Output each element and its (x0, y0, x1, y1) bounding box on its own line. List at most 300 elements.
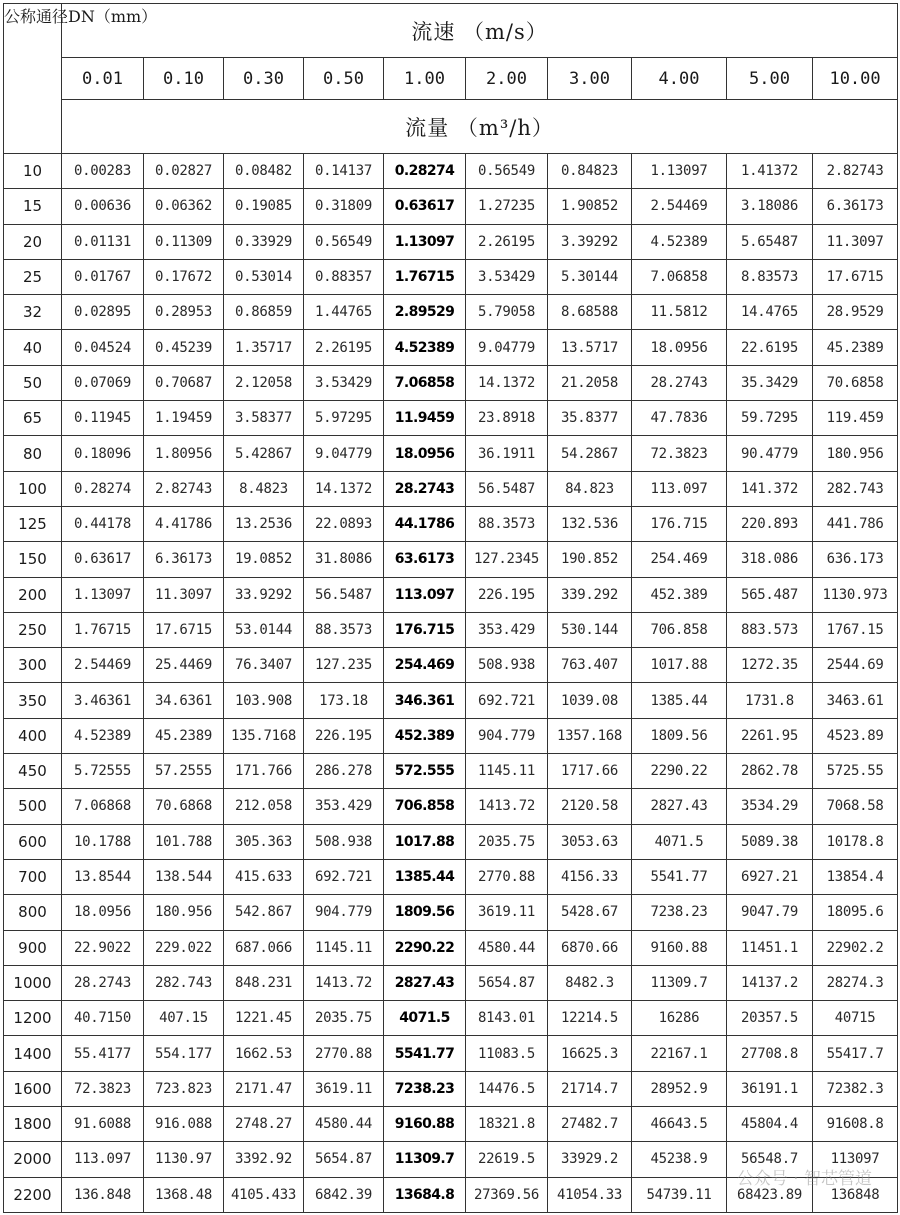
dn-cell: 900 (4, 930, 62, 965)
table-row (4, 471, 898, 506)
flow-value-cell: 4.52389 (62, 718, 144, 753)
flow-value-cell: 9160.88 (632, 930, 727, 965)
flow-value-cell: 70.6868 (144, 789, 224, 824)
flow-value-cell: 5.30144 (548, 259, 632, 294)
flow-value-cell: 1731.8 (727, 683, 813, 718)
flow-value-cell: 4580.44 (304, 1107, 384, 1142)
flow-value-cell: 13854.4 (813, 859, 898, 894)
flow-value-cell: 4071.5 (632, 824, 727, 859)
flow-value-cell: 2748.27 (224, 1107, 304, 1142)
flow-value-cell: 7.06858 (384, 365, 466, 400)
flow-value-cell: 176.715 (632, 506, 727, 541)
flow-value-cell: 28.2743 (632, 365, 727, 400)
flow-value-cell: 53.0144 (224, 612, 304, 647)
flow-value-cell: 1145.11 (304, 930, 384, 965)
flow-value-cell: 1.35717 (224, 330, 304, 365)
flow-value-cell: 11.9459 (384, 401, 466, 436)
flow-value-cell: 441.786 (813, 506, 898, 541)
flow-value-cell: 3.53429 (304, 365, 384, 400)
flow-value-cell: 41054.33 (548, 1177, 632, 1212)
flow-value-cell: 5.42867 (224, 436, 304, 471)
flow-value-cell: 763.407 (548, 648, 632, 683)
flow-value-cell: 1385.44 (384, 859, 466, 894)
velocity-header: 10.00 (813, 58, 898, 100)
flow-value-cell: 508.938 (466, 648, 548, 683)
flow-value-cell: 10.1788 (62, 824, 144, 859)
flow-value-cell: 18.0956 (62, 895, 144, 930)
dn-cell: 700 (4, 859, 62, 894)
dn-cell: 350 (4, 683, 62, 718)
dn-header: 公称通径DN（mm） (4, 4, 62, 154)
flow-value-cell: 0.11309 (144, 224, 224, 259)
flow-value-cell: 0.56549 (304, 224, 384, 259)
flow-value-cell: 1717.66 (548, 754, 632, 789)
flow-value-cell: 318.086 (727, 542, 813, 577)
table-row (4, 965, 898, 1000)
flow-value-cell: 3.58377 (224, 401, 304, 436)
dn-cell: 80 (4, 436, 62, 471)
flow-value-cell: 13684.8 (384, 1177, 466, 1212)
flow-value-cell: 11451.1 (727, 930, 813, 965)
velocity-title: 流速 （m/s） (62, 4, 898, 58)
flow-value-cell: 91.6088 (62, 1107, 144, 1142)
dn-cell: 1000 (4, 965, 62, 1000)
flow-value-cell: 2261.95 (727, 718, 813, 753)
flow-value-cell: 16286 (632, 1001, 727, 1036)
table-header (4, 4, 898, 154)
flow-value-cell: 1.44765 (304, 295, 384, 330)
flow-value-cell: 138.544 (144, 859, 224, 894)
flow-value-cell: 0.00283 (62, 154, 144, 189)
flow-value-cell: 452.389 (632, 577, 727, 612)
flow-value-cell: 16625.3 (548, 1036, 632, 1071)
flow-value-cell: 28952.9 (632, 1071, 727, 1106)
velocity-header: 0.10 (144, 58, 224, 100)
watermark: 公众号 · 智芯管道 (736, 1169, 872, 1189)
flow-value-cell: 11.5812 (632, 295, 727, 330)
flow-value-cell: 4580.44 (466, 930, 548, 965)
flow-value-cell: 72.3823 (632, 436, 727, 471)
flow-value-cell: 7238.23 (384, 1071, 466, 1106)
flow-value-cell: 6927.21 (727, 859, 813, 894)
table-row (4, 895, 898, 930)
flow-value-cell: 4105.433 (224, 1177, 304, 1212)
flow-value-cell: 883.573 (727, 612, 813, 647)
flow-value-cell: 0.18096 (62, 436, 144, 471)
flow-value-cell: 904.779 (466, 718, 548, 753)
flow-value-cell: 4.52389 (384, 330, 466, 365)
flow-value-cell: 1385.44 (632, 683, 727, 718)
flow-value-cell: 13.2536 (224, 506, 304, 541)
flow-value-cell: 415.633 (224, 859, 304, 894)
flow-value-cell: 2544.69 (813, 648, 898, 683)
velocity-header: 3.00 (548, 58, 632, 100)
flow-value-cell: 0.06362 (144, 189, 224, 224)
flow-value-cell: 56548.7 (727, 1142, 813, 1177)
dn-cell: 800 (4, 895, 62, 930)
flow-value-cell: 0.11945 (62, 401, 144, 436)
flow-value-cell: 0.02827 (144, 154, 224, 189)
flow-value-cell: 21714.7 (548, 1071, 632, 1106)
flow-value-cell: 44.1786 (384, 506, 466, 541)
flow-value-cell: 2862.78 (727, 754, 813, 789)
flow-value-cell: 33929.2 (548, 1142, 632, 1177)
table-row (4, 1036, 898, 1071)
dn-cell: 125 (4, 506, 62, 541)
flow-value-cell: 2.82743 (813, 154, 898, 189)
dn-cell: 40 (4, 330, 62, 365)
dn-cell: 1600 (4, 1071, 62, 1106)
flow-value-cell: 91608.8 (813, 1107, 898, 1142)
flow-value-cell: 55417.7 (813, 1036, 898, 1071)
flow-value-cell: 5541.77 (632, 859, 727, 894)
table-row (4, 189, 898, 224)
table-row (4, 789, 898, 824)
flow-value-cell: 0.01767 (62, 259, 144, 294)
flow-value-cell: 45.2389 (813, 330, 898, 365)
flow-value-cell: 57.2555 (144, 754, 224, 789)
flow-value-cell: 0.56549 (466, 154, 548, 189)
velocity-row (4, 58, 898, 100)
flow-value-cell: 103.908 (224, 683, 304, 718)
flow-value-cell: 36.1911 (466, 436, 548, 471)
flow-value-cell: 9.04779 (466, 330, 548, 365)
flow-value-cell: 229.022 (144, 930, 224, 965)
flow-value-cell: 212.058 (224, 789, 304, 824)
dn-cell: 32 (4, 295, 62, 330)
flow-value-cell: 0.31809 (304, 189, 384, 224)
flow-value-cell: 706.858 (632, 612, 727, 647)
flow-value-cell: 3392.92 (224, 1142, 304, 1177)
flow-value-cell: 0.17672 (144, 259, 224, 294)
dn-cell: 20 (4, 224, 62, 259)
flow-value-cell: 3534.29 (727, 789, 813, 824)
flow-value-cell: 132.536 (548, 506, 632, 541)
flow-value-cell: 916.088 (144, 1107, 224, 1142)
flow-value-cell: 4.41786 (144, 506, 224, 541)
flow-value-cell: 127.235 (304, 648, 384, 683)
flow-value-cell: 1368.48 (144, 1177, 224, 1212)
flow-value-cell: 3619.11 (466, 895, 548, 930)
flow-value-cell: 2120.58 (548, 789, 632, 824)
dn-cell: 2000 (4, 1142, 62, 1177)
flow-value-cell: 40.7150 (62, 1001, 144, 1036)
flow-value-cell: 17.6715 (144, 612, 224, 647)
flow-value-cell: 687.066 (224, 930, 304, 965)
flow-value-cell: 5.97295 (304, 401, 384, 436)
flow-value-cell: 135.7168 (224, 718, 304, 753)
flow-value-cell: 17.6715 (813, 259, 898, 294)
flow-value-cell: 723.823 (144, 1071, 224, 1106)
flow-value-cell: 0.07069 (62, 365, 144, 400)
flow-value-cell: 6.36173 (813, 189, 898, 224)
dn-cell: 1400 (4, 1036, 62, 1071)
flow-value-cell: 22167.1 (632, 1036, 727, 1071)
flow-value-cell: 904.779 (304, 895, 384, 930)
flow-value-cell: 18.0956 (632, 330, 727, 365)
dn-cell: 450 (4, 754, 62, 789)
flow-value-cell: 346.361 (384, 683, 466, 718)
flow-value-cell: 1.13097 (632, 154, 727, 189)
flow-value-cell: 353.429 (466, 612, 548, 647)
flow-value-cell: 1357.168 (548, 718, 632, 753)
flow-value-cell: 1130.97 (144, 1142, 224, 1177)
flow-value-cell: 20357.5 (727, 1001, 813, 1036)
flow-value-cell: 1145.11 (466, 754, 548, 789)
flow-value-cell: 56.5487 (466, 471, 548, 506)
table-row (4, 330, 898, 365)
flow-title: 流量 （m³/h） (62, 100, 898, 154)
table-row (4, 754, 898, 789)
flow-value-cell: 8.68588 (548, 295, 632, 330)
flow-value-cell: 7238.23 (632, 895, 727, 930)
flow-value-cell: 254.469 (384, 648, 466, 683)
table-row (4, 1071, 898, 1106)
flow-value-cell: 692.721 (304, 859, 384, 894)
flow-value-cell: 36191.1 (727, 1071, 813, 1106)
dn-cell: 2200 (4, 1177, 62, 1212)
flow-value-cell: 113.097 (384, 577, 466, 612)
flow-value-cell: 0.01131 (62, 224, 144, 259)
flow-value-cell: 113.097 (62, 1142, 144, 1177)
flow-value-cell: 6.36173 (144, 542, 224, 577)
velocity-header: 0.01 (62, 58, 144, 100)
flow-value-cell: 22.0893 (304, 506, 384, 541)
flow-value-cell: 8.83573 (727, 259, 813, 294)
flow-value-cell: 2035.75 (304, 1001, 384, 1036)
flow-value-cell: 353.429 (304, 789, 384, 824)
flow-value-cell: 2035.75 (466, 824, 548, 859)
table-row (4, 259, 898, 294)
dn-cell: 250 (4, 612, 62, 647)
flow-value-cell: 0.04524 (62, 330, 144, 365)
flow-value-cell: 4156.33 (548, 859, 632, 894)
flow-value-cell: 18095.6 (813, 895, 898, 930)
flow-value-cell: 18321.8 (466, 1107, 548, 1142)
velocity-header: 0.50 (304, 58, 384, 100)
flow-value-cell: 45.2389 (144, 718, 224, 753)
flow-value-cell: 0.28274 (62, 471, 144, 506)
flow-value-cell: 565.487 (727, 577, 813, 612)
flow-value-cell: 113097 (813, 1142, 898, 1177)
flow-value-cell: 542.867 (224, 895, 304, 930)
flow-value-cell: 176.715 (384, 612, 466, 647)
flow-value-cell: 2827.43 (632, 789, 727, 824)
flow-value-cell: 14.1372 (466, 365, 548, 400)
flow-value-cell: 180.956 (144, 895, 224, 930)
table-row (4, 401, 898, 436)
flow-value-cell: 1017.88 (384, 824, 466, 859)
dn-cell: 500 (4, 789, 62, 824)
flow-value-cell: 1221.45 (224, 1001, 304, 1036)
flow-value-cell: 14.1372 (304, 471, 384, 506)
flow-value-cell: 3.18086 (727, 189, 813, 224)
flow-value-cell: 4071.5 (384, 1001, 466, 1036)
flow-value-cell: 11309.7 (384, 1142, 466, 1177)
flow-value-cell: 2.54469 (62, 648, 144, 683)
flow-value-cell: 3.53429 (466, 259, 548, 294)
flow-value-cell: 2171.47 (224, 1071, 304, 1106)
flow-value-cell: 1.90852 (548, 189, 632, 224)
flow-value-cell: 0.53014 (224, 259, 304, 294)
flow-value-cell: 9160.88 (384, 1107, 466, 1142)
flow-value-cell: 59.7295 (727, 401, 813, 436)
flow-value-cell: 1.80956 (144, 436, 224, 471)
flow-value-cell: 554.177 (144, 1036, 224, 1071)
flow-value-cell: 2.89529 (384, 295, 466, 330)
flow-value-cell: 0.45239 (144, 330, 224, 365)
flow-value-cell: 3053.63 (548, 824, 632, 859)
flow-value-cell: 11.3097 (144, 577, 224, 612)
table-row (4, 612, 898, 647)
table-row (4, 824, 898, 859)
flow-value-cell: 339.292 (548, 577, 632, 612)
flow-value-cell: 4.52389 (632, 224, 727, 259)
flow-value-cell: 2770.88 (304, 1036, 384, 1071)
velocity-header: 2.00 (466, 58, 548, 100)
flow-value-cell: 1.13097 (62, 577, 144, 612)
flow-value-cell: 0.33929 (224, 224, 304, 259)
flow-value-cell: 7.06858 (632, 259, 727, 294)
flow-value-cell: 1039.08 (548, 683, 632, 718)
flow-value-cell: 1017.88 (632, 648, 727, 683)
flow-value-cell: 27482.7 (548, 1107, 632, 1142)
dn-cell: 100 (4, 471, 62, 506)
flow-value-cell: 22619.5 (466, 1142, 548, 1177)
flow-value-cell: 113.097 (632, 471, 727, 506)
flow-value-cell: 14137.2 (727, 965, 813, 1000)
flow-rate-table (3, 3, 898, 1213)
table-row (4, 683, 898, 718)
flow-value-cell: 1.76715 (62, 612, 144, 647)
flow-value-cell: 33.9292 (224, 577, 304, 612)
flow-value-cell: 180.956 (813, 436, 898, 471)
flow-value-cell: 18.0956 (384, 436, 466, 471)
flow-value-cell: 1.13097 (384, 224, 466, 259)
dn-cell: 25 (4, 259, 62, 294)
flow-value-cell: 27369.56 (466, 1177, 548, 1212)
flow-value-cell: 282.743 (144, 965, 224, 1000)
table-row (4, 154, 898, 189)
flow-value-cell: 530.144 (548, 612, 632, 647)
flow-value-cell: 21.2058 (548, 365, 632, 400)
flow-value-cell: 8.4823 (224, 471, 304, 506)
dn-cell: 600 (4, 824, 62, 859)
flow-value-cell: 0.44178 (62, 506, 144, 541)
table-row (4, 1107, 898, 1142)
flow-value-cell: 31.8086 (304, 542, 384, 577)
flow-value-cell: 226.195 (466, 577, 548, 612)
flow-value-cell: 572.555 (384, 754, 466, 789)
flow-value-cell: 22902.2 (813, 930, 898, 965)
table-body (4, 154, 898, 1213)
flow-value-cell: 1809.56 (384, 895, 466, 930)
flow-value-cell: 5654.87 (466, 965, 548, 1000)
flow-value-cell: 7.06868 (62, 789, 144, 824)
flow-value-cell: 12214.5 (548, 1001, 632, 1036)
flow-value-cell: 63.6173 (384, 542, 466, 577)
flow-value-cell: 508.938 (304, 824, 384, 859)
flow-value-cell: 28.2743 (62, 965, 144, 1000)
flow-value-cell: 90.4779 (727, 436, 813, 471)
flow-value-cell: 0.63617 (62, 542, 144, 577)
flow-value-cell: 3.46361 (62, 683, 144, 718)
flow-value-cell: 68423.89 (727, 1177, 813, 1212)
flow-value-cell: 0.00636 (62, 189, 144, 224)
flow-value-cell: 173.18 (304, 683, 384, 718)
flow-value-cell: 1.27235 (466, 189, 548, 224)
flow-value-cell: 84.823 (548, 471, 632, 506)
table-row (4, 648, 898, 683)
flow-value-cell: 4523.89 (813, 718, 898, 753)
flow-value-cell: 2.82743 (144, 471, 224, 506)
flow-value-cell: 35.3429 (727, 365, 813, 400)
flow-value-cell: 0.70687 (144, 365, 224, 400)
flow-value-cell: 136.848 (62, 1177, 144, 1212)
velocity-header: 5.00 (727, 58, 813, 100)
dn-cell: 65 (4, 401, 62, 436)
table-row (4, 930, 898, 965)
flow-value-cell: 55.4177 (62, 1036, 144, 1071)
flow-value-cell: 5.79058 (466, 295, 548, 330)
flow-value-cell: 2.54469 (632, 189, 727, 224)
flow-value-cell: 8143.01 (466, 1001, 548, 1036)
table-row (4, 365, 898, 400)
flow-value-cell: 636.173 (813, 542, 898, 577)
flow-value-cell: 0.86859 (224, 295, 304, 330)
table-row (4, 718, 898, 753)
flow-value-cell: 35.8377 (548, 401, 632, 436)
flow-value-cell: 72.3823 (62, 1071, 144, 1106)
table-row (4, 1142, 898, 1177)
flow-value-cell: 5428.67 (548, 895, 632, 930)
flow-value-cell: 6842.39 (304, 1177, 384, 1212)
flow-value-cell: 1130.973 (813, 577, 898, 612)
flow-value-cell: 2827.43 (384, 965, 466, 1000)
flow-value-cell: 2770.88 (466, 859, 548, 894)
flow-value-cell: 70.6858 (813, 365, 898, 400)
flow-value-cell: 8482.3 (548, 965, 632, 1000)
dn-cell: 1200 (4, 1001, 62, 1036)
flow-value-cell: 28274.3 (813, 965, 898, 1000)
flow-value-cell: 72382.3 (813, 1071, 898, 1106)
flow-value-cell: 190.852 (548, 542, 632, 577)
flow-value-cell: 2290.22 (632, 754, 727, 789)
dn-cell: 400 (4, 718, 62, 753)
flow-value-cell: 40715 (813, 1001, 898, 1036)
flow-value-cell: 88.3573 (304, 612, 384, 647)
flow-value-cell: 0.88357 (304, 259, 384, 294)
flow-value-cell: 220.893 (727, 506, 813, 541)
flow-value-cell: 305.363 (224, 824, 304, 859)
dn-cell: 1800 (4, 1107, 62, 1142)
flow-value-cell: 28.9529 (813, 295, 898, 330)
flow-value-cell: 34.6361 (144, 683, 224, 718)
flow-value-cell: 22.9022 (62, 930, 144, 965)
flow-value-cell: 11083.5 (466, 1036, 548, 1071)
flow-value-cell: 13.8544 (62, 859, 144, 894)
flow-value-cell: 11309.7 (632, 965, 727, 1000)
flow-value-cell: 1662.53 (224, 1036, 304, 1071)
flow-value-cell: 1809.56 (632, 718, 727, 753)
flow-value-cell: 46643.5 (632, 1107, 727, 1142)
flow-value-cell: 27708.8 (727, 1036, 813, 1071)
flow-value-cell: 692.721 (466, 683, 548, 718)
flow-value-cell: 407.15 (144, 1001, 224, 1036)
flow-value-cell: 14.4765 (727, 295, 813, 330)
flow-value-cell: 141.372 (727, 471, 813, 506)
flow-value-cell: 54739.11 (632, 1177, 727, 1212)
